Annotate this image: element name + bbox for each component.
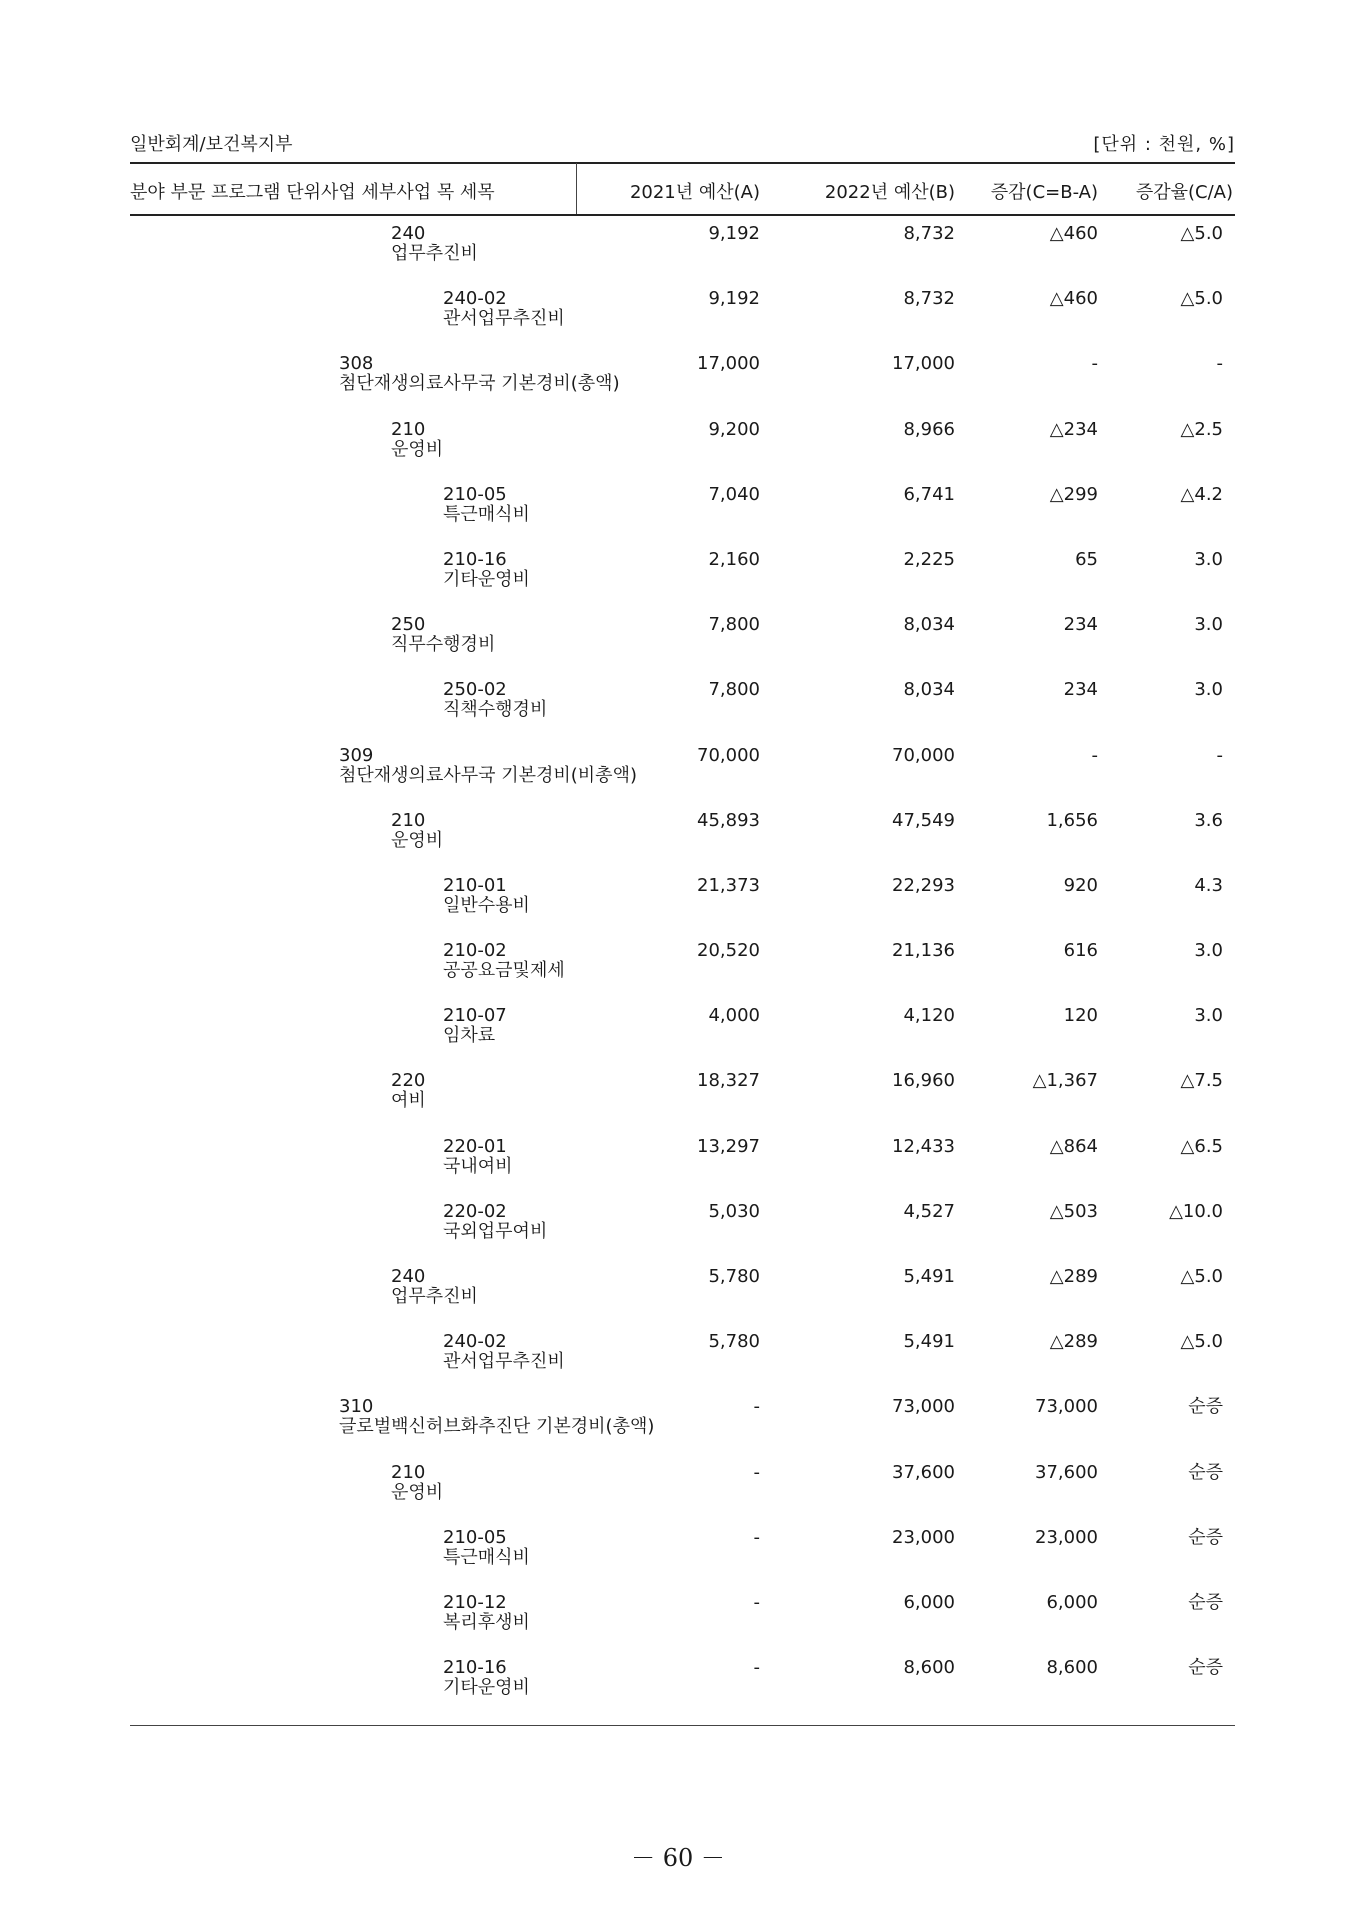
budget-2022-cell: 23,000 [892, 1526, 955, 1548]
document-top-bar [130, 130, 1235, 156]
change-rate-cell: 3.0 [1194, 614, 1223, 636]
row-code: 309 [339, 744, 374, 766]
row-code: 250-02 [443, 679, 507, 701]
budget-2022-cell: 4,120 [903, 1005, 955, 1027]
change-cell: - [1091, 744, 1098, 766]
budget-2022-cell: 8,034 [903, 614, 955, 636]
change-rate-cell: 3.0 [1194, 679, 1223, 701]
change-rate-cell: 순증 [1188, 1396, 1223, 1418]
change-cell: △1,367 [1032, 1070, 1098, 1092]
budget-2022-cell: 47,549 [892, 809, 955, 831]
change-cell: △234 [1049, 418, 1098, 440]
row-name: 관서업무추진비 [443, 308, 565, 330]
table-row [130, 550, 1235, 615]
page-number: － 60 － [631, 1844, 725, 1872]
change-cell: 65 [1075, 548, 1098, 570]
change-rate-cell: 순증 [1188, 1526, 1223, 1548]
budget-2021-cell: 4,000 [708, 1005, 760, 1027]
table-row [130, 615, 1235, 680]
change-rate-cell: 순증 [1188, 1461, 1223, 1483]
table-row [130, 1202, 1235, 1267]
row-name: 국외업무여비 [443, 1220, 548, 1242]
row-name: 직무수행경비 [391, 634, 496, 656]
header-change-rate: 증감율(C/A) [1135, 182, 1233, 203]
row-name: 운영비 [391, 438, 444, 460]
change-rate-cell: 4.3 [1194, 874, 1223, 896]
row-code: 220 [391, 1070, 426, 1092]
header-bottom-rule [130, 214, 1235, 216]
row-code: 220-02 [443, 1200, 507, 1222]
budget-2022-cell: 12,433 [892, 1135, 955, 1157]
change-cell: 23,000 [1035, 1526, 1098, 1548]
budget-2022-cell: 8,732 [903, 288, 955, 310]
table-row [130, 420, 1235, 485]
change-rate-cell: - [1216, 353, 1223, 375]
row-name: 운영비 [391, 829, 444, 851]
budget-2022-cell: 8,732 [903, 223, 955, 244]
budget-2021-cell: - [753, 1657, 760, 1679]
header-budget-2021: 2021년 예산(A) [629, 182, 760, 203]
change-rate-cell: 3.0 [1194, 1005, 1223, 1027]
header-change: 증감(C=B-A) [990, 182, 1098, 203]
budget-2021-cell: 9,200 [708, 418, 760, 440]
budget-2021-cell: 7,800 [708, 679, 760, 701]
row-name: 일반수용비 [443, 894, 530, 916]
row-name: 운영비 [391, 1481, 444, 1503]
table-row [130, 876, 1235, 941]
table-row [130, 1463, 1235, 1528]
change-rate-cell: 순증 [1188, 1591, 1223, 1613]
table-row [130, 289, 1235, 354]
row-code: 210-07 [443, 1005, 507, 1027]
row-code: 240-02 [443, 1331, 507, 1353]
row-code: 210-02 [443, 940, 507, 962]
change-rate-cell: △4.2 [1180, 483, 1223, 505]
budget-2021-cell: 45,893 [697, 809, 760, 831]
change-cell: 920 [1063, 874, 1098, 896]
budget-2021-cell: 5,780 [708, 1331, 760, 1353]
change-cell: △460 [1049, 288, 1098, 310]
row-code: 240 [391, 1266, 426, 1287]
budget-2021-cell: - [753, 1591, 760, 1613]
table-row [130, 941, 1235, 1006]
change-cell: 73,000 [1035, 1396, 1098, 1418]
change-rate-cell: 순증 [1188, 1657, 1223, 1679]
row-name: 업무추진비 [391, 243, 478, 264]
change-rate-cell: △2.5 [1180, 418, 1223, 440]
change-cell: - [1091, 353, 1098, 375]
budget-2021-cell: 21,373 [697, 874, 760, 896]
budget-2022-cell: 2,225 [903, 548, 955, 570]
change-cell: 234 [1063, 614, 1098, 636]
row-name: 관서업무추진비 [443, 1351, 565, 1373]
change-cell: △460 [1049, 223, 1098, 244]
row-name: 여비 [391, 1090, 426, 1112]
change-cell: 1,656 [1046, 809, 1098, 831]
budget-2021-cell: 70,000 [697, 744, 760, 766]
change-cell: 120 [1063, 1005, 1098, 1027]
budget-2021-cell: 7,040 [708, 483, 760, 505]
row-code: 308 [339, 353, 374, 375]
row-code: 210 [391, 809, 426, 831]
table-row [130, 811, 1235, 876]
budget-2021-cell: 2,160 [708, 548, 760, 570]
row-code: 250 [391, 614, 426, 636]
budget-2021-cell: - [753, 1526, 760, 1548]
budget-2021-cell: - [753, 1461, 760, 1483]
budget-2021-cell: 17,000 [697, 353, 760, 375]
budget-2022-cell: 22,293 [892, 874, 955, 896]
budget-2021-cell: 5,030 [708, 1200, 760, 1222]
budget-2021-cell: 13,297 [697, 1135, 760, 1157]
change-cell: △289 [1049, 1266, 1098, 1287]
change-rate-cell: △7.5 [1180, 1070, 1223, 1092]
change-cell: 37,600 [1035, 1461, 1098, 1483]
change-rate-cell: 3.0 [1194, 548, 1223, 570]
budget-2022-cell: 70,000 [892, 744, 955, 766]
table-row [130, 746, 1235, 811]
budget-2022-cell: 6,741 [903, 483, 955, 505]
budget-2021-cell: - [753, 1396, 760, 1418]
budget-2022-cell: 21,136 [892, 940, 955, 962]
account-label: 일반회계/보건복지부 [130, 134, 293, 155]
header-divider [576, 163, 577, 215]
table-row [130, 680, 1235, 745]
budget-2022-cell: 4,527 [903, 1200, 955, 1222]
row-name: 기타운영비 [443, 1677, 530, 1699]
change-cell: △864 [1049, 1135, 1098, 1157]
row-code: 210-12 [443, 1591, 507, 1613]
table-row [130, 1528, 1235, 1593]
change-cell: 6,000 [1046, 1591, 1098, 1613]
row-name: 특근매식비 [443, 1546, 530, 1568]
row-name: 복리후생비 [443, 1611, 530, 1633]
table-bottom-rule [130, 1725, 1235, 1726]
row-code: 210-16 [443, 1657, 507, 1679]
table-row [130, 1397, 1235, 1462]
row-code: 240 [391, 223, 426, 244]
budget-2022-cell: 17,000 [892, 353, 955, 375]
budget-2021-cell: 5,780 [708, 1266, 760, 1287]
row-name: 업무추진비 [391, 1286, 478, 1307]
change-rate-cell: △5.0 [1180, 288, 1223, 310]
change-rate-cell: - [1216, 744, 1223, 766]
header-budget-2022: 2022년 예산(B) [824, 182, 955, 203]
row-name: 특근매식비 [443, 503, 530, 525]
row-code: 210-05 [443, 483, 507, 505]
table-row [130, 354, 1235, 419]
row-name: 공공요금및제세 [443, 960, 565, 982]
change-cell: △503 [1049, 1200, 1098, 1222]
table-row [130, 1137, 1235, 1202]
row-name: 직책수행경비 [443, 699, 548, 721]
budget-2021-cell: 9,192 [708, 288, 760, 310]
change-rate-cell: △5.0 [1180, 223, 1223, 244]
change-rate-cell: △5.0 [1180, 1266, 1223, 1287]
row-code: 210-16 [443, 548, 507, 570]
row-code: 220-01 [443, 1135, 507, 1157]
table-row [130, 1658, 1235, 1723]
budget-2022-cell: 8,034 [903, 679, 955, 701]
header-classification: 분야 부문 프로그램 단위사업 세부사업 목 세목 [130, 182, 495, 203]
table-row [130, 1332, 1235, 1397]
budget-2022-cell: 37,600 [892, 1461, 955, 1483]
change-cell: 234 [1063, 679, 1098, 701]
row-name: 첨단재생의료사무국 기본경비(비총액) [339, 764, 637, 786]
change-rate-cell: △6.5 [1180, 1135, 1223, 1157]
table-row [130, 1006, 1235, 1071]
table-row [130, 485, 1235, 550]
change-rate-cell: 3.0 [1194, 940, 1223, 962]
table-row [130, 1071, 1235, 1136]
change-cell: △299 [1049, 483, 1098, 505]
table-header [130, 163, 1235, 215]
table-row [130, 1267, 1235, 1332]
change-rate-cell: 3.6 [1194, 809, 1223, 831]
budget-2022-cell: 16,960 [892, 1070, 955, 1092]
change-cell: △289 [1049, 1331, 1098, 1353]
change-cell: 8,600 [1046, 1657, 1098, 1679]
row-name: 국내여비 [443, 1155, 513, 1177]
budget-2022-cell: 5,491 [903, 1331, 955, 1353]
change-rate-cell: △5.0 [1180, 1331, 1223, 1353]
row-code: 210 [391, 1461, 426, 1483]
row-code: 210-05 [443, 1526, 507, 1548]
row-name: 첨단재생의료사무국 기본경비(총액) [339, 373, 620, 395]
change-rate-cell: △10.0 [1169, 1200, 1223, 1222]
row-code: 240-02 [443, 288, 507, 310]
budget-table-body [130, 224, 1235, 1723]
budget-2022-cell: 73,000 [892, 1396, 955, 1418]
row-code: 210-01 [443, 874, 507, 896]
budget-2021-cell: 18,327 [697, 1070, 760, 1092]
budget-2021-cell: 20,520 [697, 940, 760, 962]
budget-2022-cell: 8,600 [903, 1657, 955, 1679]
change-cell: 616 [1063, 940, 1098, 962]
row-name: 임차료 [443, 1025, 496, 1047]
row-code: 310 [339, 1396, 374, 1418]
table-row [130, 224, 1235, 289]
budget-2022-cell: 8,966 [903, 418, 955, 440]
row-name: 글로벌백신허브화추진단 기본경비(총액) [339, 1416, 655, 1438]
budget-2022-cell: 5,491 [903, 1266, 955, 1287]
budget-2021-cell: 7,800 [708, 614, 760, 636]
row-code: 210 [391, 418, 426, 440]
table-row [130, 1593, 1235, 1658]
row-name: 기타운영비 [443, 568, 530, 590]
budget-2022-cell: 6,000 [903, 1591, 955, 1613]
budget-2021-cell: 9,192 [708, 223, 760, 244]
unit-label: [단위 : 천원, %] [1093, 134, 1235, 155]
